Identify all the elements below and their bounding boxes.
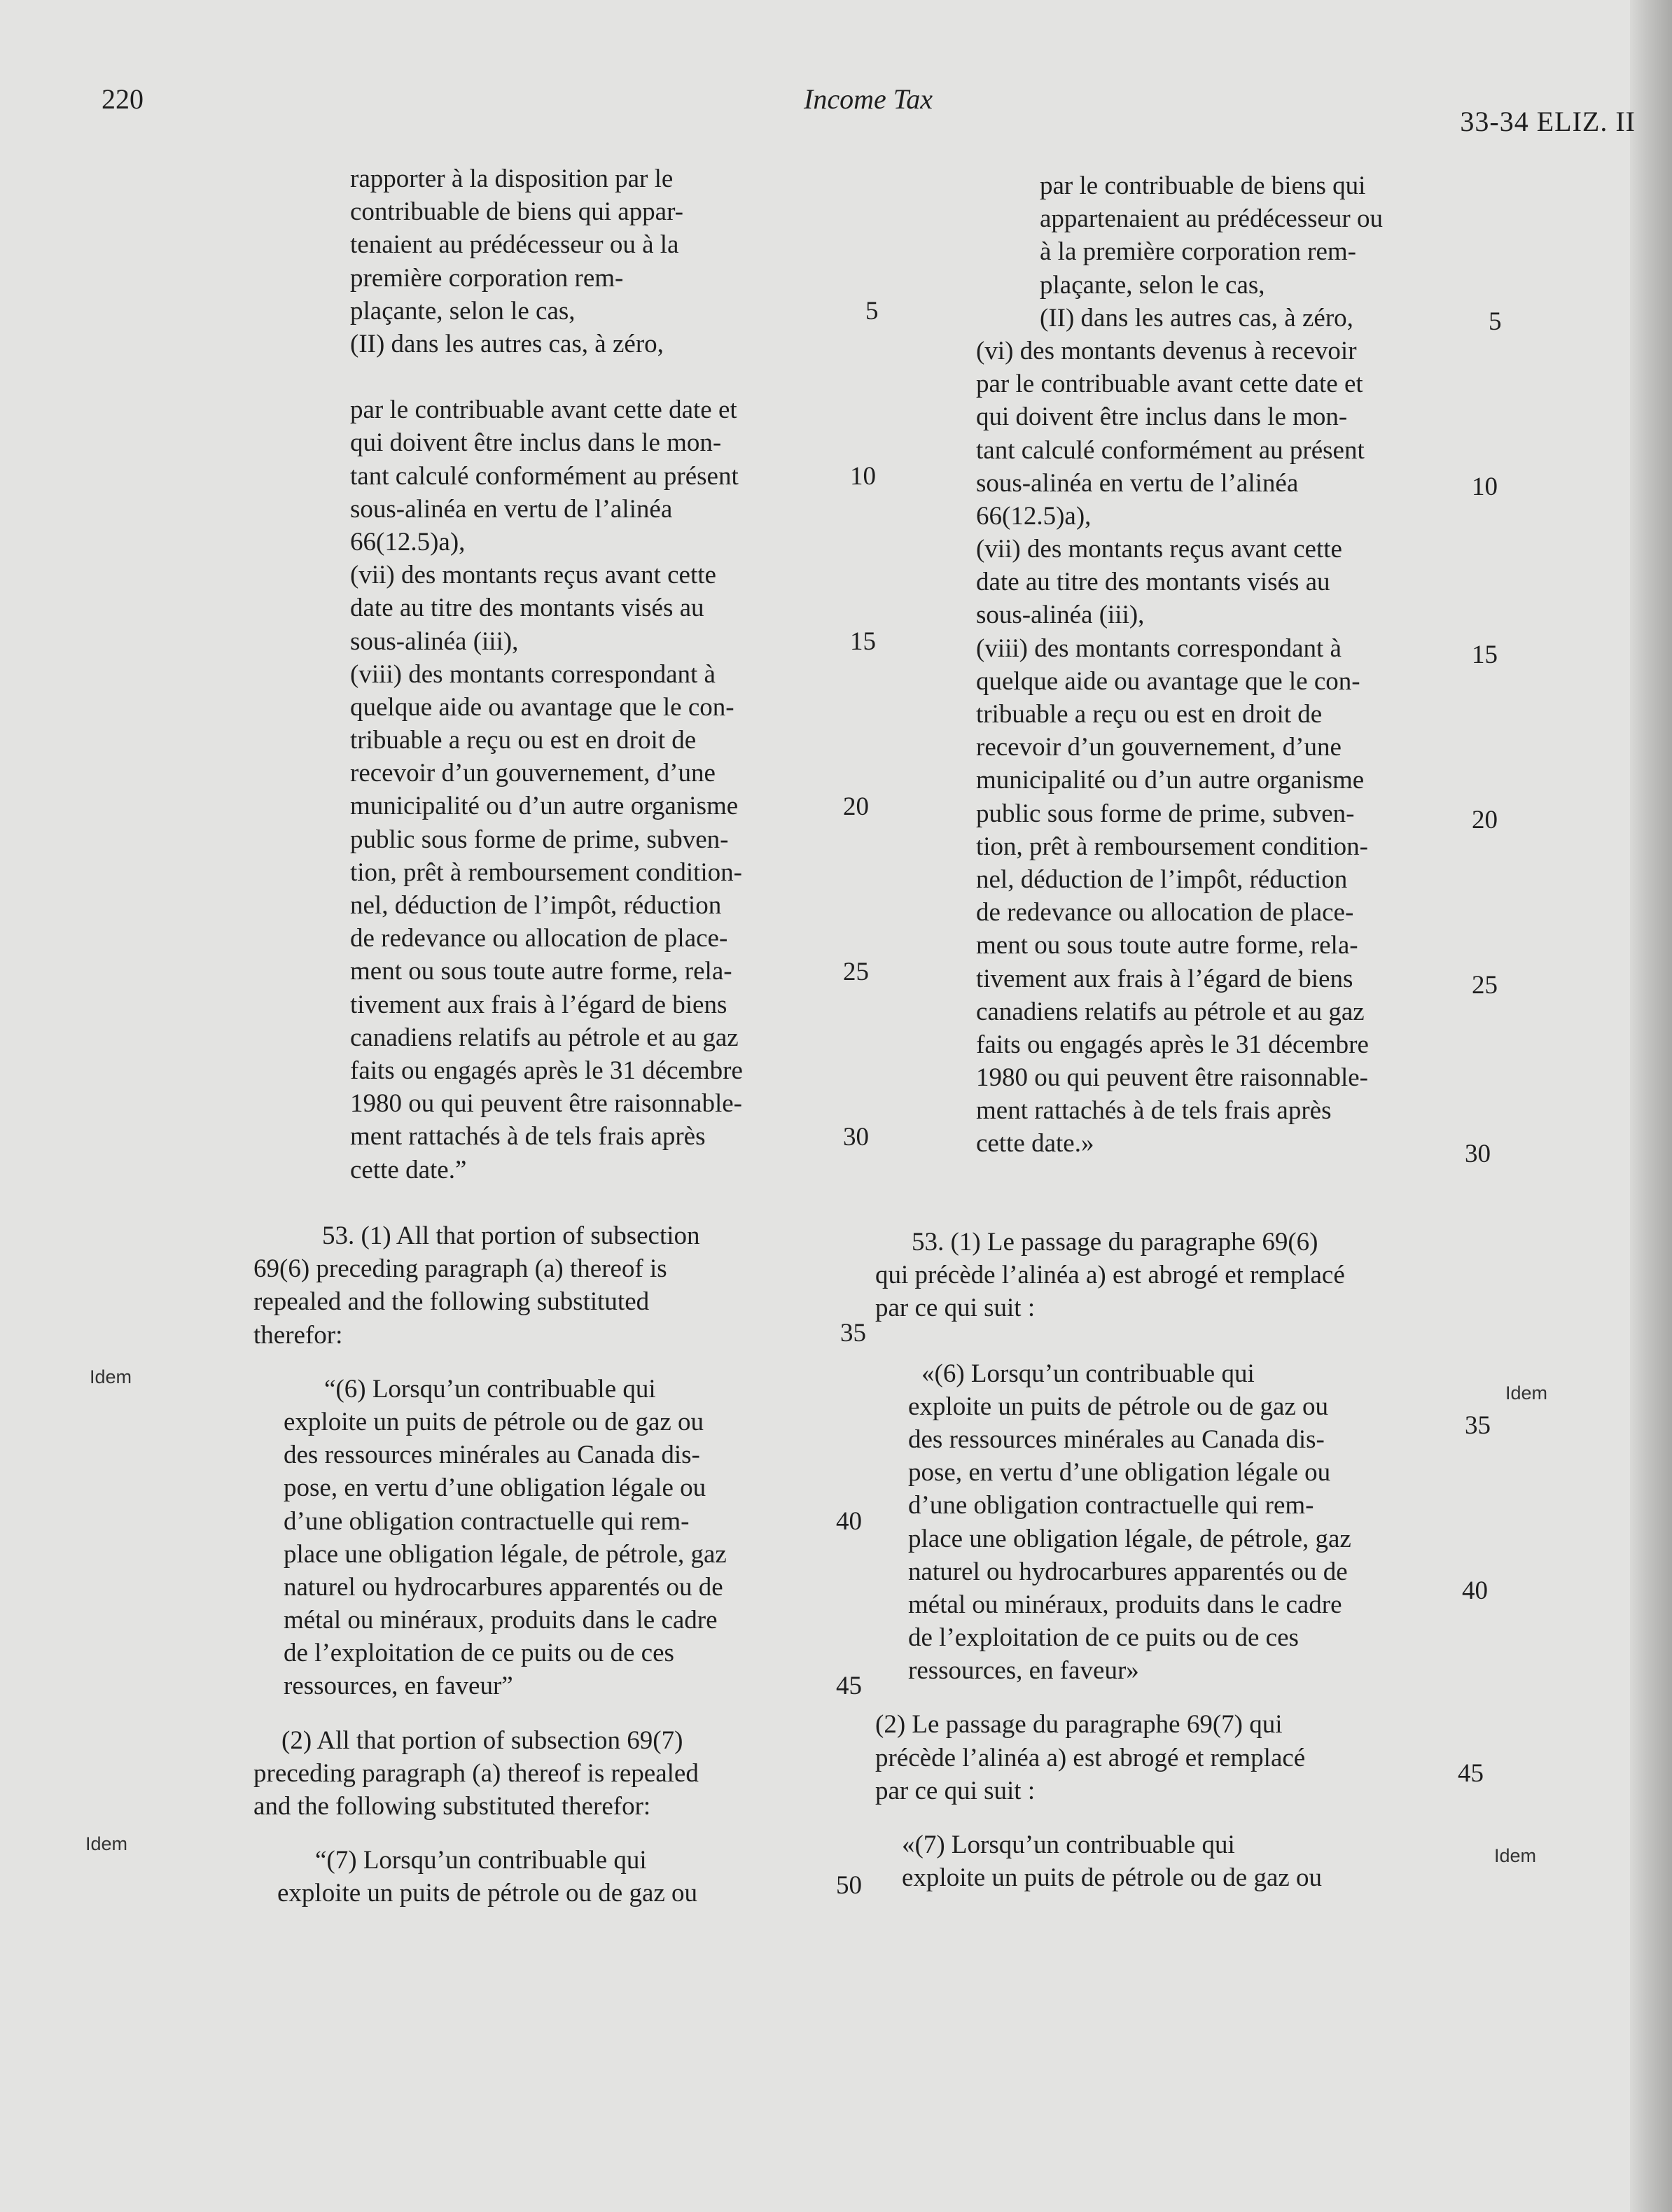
line-number: 5 xyxy=(865,297,879,326)
text-line: (2) All that portion of subsection 69(7) xyxy=(281,1726,683,1755)
text-line: place une obligation légale, de pétrole, gaz xyxy=(908,1524,1351,1553)
text-line: pose, en vertu d’une obligation légale ou xyxy=(908,1458,1331,1488)
text-line: tivement aux frais à l’égard de biens xyxy=(350,990,727,1019)
text-line: 66(12.5)a), xyxy=(976,501,1092,531)
line-number: 35 xyxy=(1465,1411,1491,1440)
text-line: canadiens relatifs au pétrole et au gaz xyxy=(350,1023,739,1052)
line-number: 10 xyxy=(1472,472,1498,501)
right-section-53-1 xyxy=(875,1226,1491,1894)
text-line: recevoir d’un gouvernement, d’une xyxy=(350,759,716,788)
text-line: qui précède l’alinéa a) est abrogé et remplacé xyxy=(875,1261,1345,1290)
text-line: municipalité ou d’un autre organisme xyxy=(350,792,739,821)
text-line: qui doivent être inclus dans le mon- xyxy=(350,428,722,458)
text-line: métal ou minéraux, produits dans le cadre xyxy=(908,1590,1342,1619)
text-line: “(6) Lorsqu’un contribuable qui xyxy=(324,1374,656,1404)
text-line: 1980 ou qui peuvent être raisonnable- xyxy=(350,1089,742,1119)
text-line: tion, prêt à remboursement condition- xyxy=(976,832,1368,861)
text-line: tivement aux frais à l’égard de biens xyxy=(976,964,1353,993)
text-line: sous-alinéa (iii), xyxy=(976,601,1145,630)
text-line: «(7) Lorsqu’un contribuable qui xyxy=(902,1830,1235,1859)
text-line: tant calculé conformément au présent xyxy=(350,461,739,491)
text-line: 53. (1) Le passage du paragraphe 69(6) xyxy=(912,1228,1318,1256)
text-line: pose, en vertu d’une obligation légale ou xyxy=(284,1474,706,1503)
text-line: cette date.» xyxy=(976,1129,1094,1158)
text-line: rapporter à la disposition par le xyxy=(350,164,674,193)
text-line: (vii) des montants reçus avant cette xyxy=(350,561,716,590)
text-line: naturel ou hydrocarbures apparentés ou de xyxy=(908,1557,1348,1586)
text-line: par ce qui suit : xyxy=(875,1776,1036,1805)
text-line: sous-alinéa en vertu de l’alinéa xyxy=(350,494,673,524)
text-line: exploite un puits de pétrole ou de gaz ou xyxy=(902,1863,1323,1893)
text-line: nel, déduction de l’impôt, réduction xyxy=(350,891,722,920)
text-line: tribuable a reçu ou est en droit de xyxy=(350,726,697,755)
text-line: première corporation rem- xyxy=(350,263,624,293)
text-line: tribuable a reçu ou est en droit de xyxy=(976,700,1323,729)
left-column-main xyxy=(350,360,854,1186)
text-line: quelque aide ou avantage que le con- xyxy=(976,666,1360,696)
text-line: recevoir d’un gouvernement, d’une xyxy=(976,733,1342,762)
text-line: «(6) Lorsqu’un contribuable qui xyxy=(921,1359,1255,1388)
line-number: 20 xyxy=(1472,806,1498,834)
line-number: 25 xyxy=(843,958,869,986)
text-line: public sous forme de prime, subven- xyxy=(976,799,1355,828)
text-line: 66(12.5)a), xyxy=(350,527,466,556)
text-line: à la première corporation rem- xyxy=(1040,237,1356,267)
line-number: 30 xyxy=(1465,1140,1491,1168)
line-number: 30 xyxy=(843,1123,869,1152)
text-line: ment ou sous toute autre forme, rela- xyxy=(350,957,732,986)
text-line: ment rattachés à de tels frais après xyxy=(976,1096,1332,1126)
text-line: ressources, en faveur” xyxy=(284,1672,513,1701)
text-line: tant calculé conformément au présent xyxy=(976,435,1365,465)
text-line: repealed and the following substituted xyxy=(253,1287,650,1317)
text-line: quelque aide ou avantage que le con- xyxy=(350,692,734,722)
text-line: (viii) des montants correspondant à xyxy=(976,634,1342,663)
text-line: sous-alinéa (iii), xyxy=(350,626,519,656)
right-column xyxy=(976,169,1508,1161)
text-line: municipalité ou d’un autre organisme xyxy=(976,766,1365,795)
text-line: tenaient au prédécesseur ou à la xyxy=(350,230,679,260)
text-line: sous-alinéa en vertu de l’alinéa xyxy=(976,468,1299,498)
text-line: tion, prêt à remboursement condition- xyxy=(350,858,742,887)
line-number: 45 xyxy=(836,1672,862,1700)
text-line: précède l’alinéa a) est abrogé et remplacé xyxy=(875,1743,1306,1772)
text-line: plaçante, selon le cas, xyxy=(350,296,576,326)
margin-note-idem: Idem xyxy=(1505,1382,1548,1404)
text-line: “(7) Lorsqu’un contribuable qui xyxy=(315,1846,647,1875)
text-line: nel, déduction de l’impôt, réduction xyxy=(976,864,1348,894)
text-line: date au titre des montants visés au xyxy=(976,568,1330,597)
text-line: exploite un puits de pétrole ou de gaz ou xyxy=(277,1879,698,1908)
page-number: 220 xyxy=(102,83,144,115)
text-line: date au titre des montants visés au xyxy=(350,594,704,623)
margin-note-idem: Idem xyxy=(90,1366,132,1387)
line-number: 15 xyxy=(1472,640,1498,669)
text-line: cette date.” xyxy=(350,1155,467,1184)
text-line: des ressources minérales au Canada dis- xyxy=(284,1441,700,1470)
line-number: 45 xyxy=(1458,1759,1484,1788)
text-line: 1980 ou qui peuvent être raisonnable- xyxy=(976,1063,1368,1093)
text-line: canadiens relatifs au pétrole et au gaz xyxy=(976,997,1365,1026)
text-line: (vii) des montants reçus avant cette xyxy=(976,535,1342,564)
text-line: de redevance ou allocation de place- xyxy=(350,924,728,953)
text-line: 69(6) preceding paragraph (a) thereof is xyxy=(253,1254,667,1284)
margin-note-idem: Idem xyxy=(85,1833,128,1854)
text-line: qui doivent être inclus dans le mon- xyxy=(976,402,1348,432)
running-title: Income Tax xyxy=(804,83,933,115)
text-line: de l’exploitation de ce puits ou de ces xyxy=(284,1639,674,1668)
text-line: place une obligation légale, de pétrole, gaz xyxy=(284,1539,727,1569)
text-line: therefor: xyxy=(253,1320,343,1350)
text-line: and the following substituted therefor: xyxy=(253,1792,651,1821)
line-number: 10 xyxy=(850,462,876,491)
line-number: 40 xyxy=(836,1507,862,1536)
text-line: par le contribuable de biens qui xyxy=(1040,172,1366,200)
text-line: faits ou engagés après le 31 décembre xyxy=(976,1030,1369,1059)
text-line: par le contribuable avant cette date et xyxy=(350,396,737,425)
text-line: métal ou minéraux, produits dans le cadre xyxy=(284,1606,718,1635)
text-line: contribuable de biens qui appar- xyxy=(350,197,683,227)
text-line: exploite un puits de pétrole ou de gaz ou xyxy=(284,1407,704,1436)
line-number: 35 xyxy=(840,1319,866,1348)
text-line: (II) dans les autres cas, à zéro, xyxy=(350,329,664,358)
line-number: 15 xyxy=(850,627,876,656)
text-line: (vi) des montants devenus à recevoir xyxy=(976,336,1357,365)
text-line: des ressources minérales au Canada dis- xyxy=(908,1424,1325,1454)
line-number: 40 xyxy=(1462,1576,1488,1605)
text-line: d’une obligation contractuelle qui rem- xyxy=(284,1506,690,1536)
text-line: naturel ou hydrocarbures apparentés ou de xyxy=(284,1572,723,1602)
text-line: ressources, en faveur» xyxy=(908,1656,1139,1686)
regnal-year: 33-34 ELIZ. II xyxy=(1460,106,1636,137)
text-line: plaçante, selon le cas, xyxy=(1040,270,1265,300)
left-column xyxy=(350,162,840,360)
text-line: par ce qui suit : xyxy=(875,1294,1036,1323)
line-number: 5 xyxy=(1489,307,1502,336)
text-line: ment rattachés à de tels frais après xyxy=(350,1122,706,1152)
line-number: 25 xyxy=(1472,971,1498,1000)
text-line: d’une obligation contractuelle qui rem- xyxy=(908,1491,1314,1520)
text-line: (viii) des montants correspondant à xyxy=(350,659,716,689)
text-line: faits ou engagés après le 31 décembre xyxy=(350,1056,743,1085)
text-line: 53. (1) All that portion of subsection xyxy=(322,1222,700,1250)
line-number: 50 xyxy=(836,1871,862,1900)
text-line: exploite un puits de pétrole ou de gaz ou xyxy=(908,1392,1329,1421)
text-line: (2) Le passage du paragraphe 69(7) qui xyxy=(875,1710,1283,1740)
text-line: par le contribuable avant cette date et xyxy=(976,370,1363,399)
text-line: preceding paragraph (a) thereof is repealed xyxy=(253,1758,699,1788)
text-line: de redevance ou allocation de place- xyxy=(976,898,1354,927)
text-line: de l’exploitation de ce puits ou de ces xyxy=(908,1623,1299,1653)
line-number: 20 xyxy=(843,792,869,821)
left-section-53-1 xyxy=(253,1219,842,1910)
text-line: ment ou sous toute autre forme, rela- xyxy=(976,931,1358,960)
text-line: appartenaient au prédécesseur ou xyxy=(1040,204,1383,234)
text-line: (II) dans les autres cas, à zéro, xyxy=(1040,303,1353,332)
page-edge-shadow xyxy=(1630,0,1672,2212)
margin-note-idem: Idem xyxy=(1494,1845,1537,1866)
text-line: public sous forme de prime, subven- xyxy=(350,825,729,854)
